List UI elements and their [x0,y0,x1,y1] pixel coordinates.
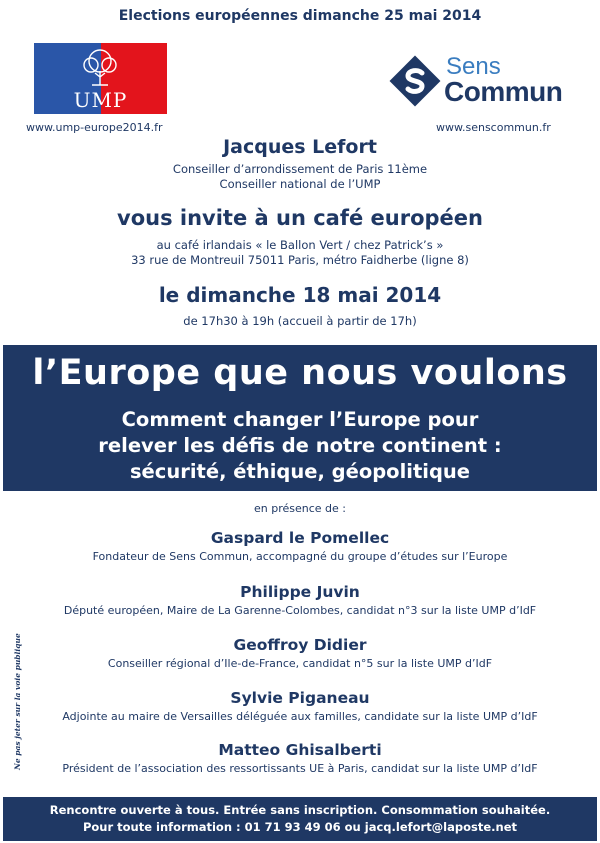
banner-title: l’Europe que nous voulons [32,353,568,393]
event-date: le dimanche 18 mai 2014 [158,283,442,307]
banner-subtitle [3,407,597,485]
sens-commun-word-commun: Commun [444,76,563,107]
speaker-description: Conseiller régional d’Ile-de-France, candidat n°5 sur la liste UMP d’IdF [107,657,493,670]
footer-line-1: Rencontre ouverte à tous. Entrée sans inscription. Consommation souhaitée. [49,803,551,817]
speaker-name: Geoffroy Didier [233,636,367,654]
election-title: Elections européennes dimanche 25 mai 2014 [118,8,482,24]
speaker-name: Matteo Ghisalberti [218,741,382,759]
speaker-name: Philippe Juvin [240,583,360,601]
speaker-name: Sylvie Piganeau [230,689,370,707]
ump-logo-text: UMP [73,88,128,112]
speaker-description: Député européen, Maire de La Garenne-Colombes, candidat n°3 sur la liste UMP d’IdF [63,604,537,617]
footer-banner [3,797,597,841]
speaker-description: Président de l’association des ressortissants UE à Paris, candidat sur la liste UMP d’IdF [62,762,538,775]
host-role-1: Conseiller d’arrondissement de Paris 11ème [172,162,428,176]
venue-line-2: 33 rue de Montreuil 75011 Paris, métro Faidherbe (ligne 8) [131,253,469,267]
theme-banner [3,345,597,491]
host-role-2: Conseiller national de l’UMP [219,177,381,191]
banner-subtitle-line-1: Comment changer l’Europe pour [121,408,479,431]
sens-commun-word-sens: Sens [446,53,501,80]
sens-commun-mark-icon [388,54,442,108]
banner-subtitle-line-3: sécurité, éthique, géopolitique [129,460,471,483]
ump-logo [34,43,167,114]
speaker-description: Adjointe au maire de Versailles déléguée aux familles, candidate sur la liste UMP d’IdF [62,710,538,723]
speaker-name: Gaspard le Pomellec [210,529,390,547]
speaker-description: Fondateur de Sens Commun, accompagné du groupe d’études sur l’Europe [92,550,508,563]
invitation-headline: vous invite à un café européen [117,206,483,230]
venue-line-1: au café irlandais « le Ballon Vert / chez Patrick’s » [156,238,444,252]
ump-url-link[interactable]: www.ump-europe2014.fr [26,121,163,134]
tree-icon [74,47,126,89]
host-name: Jacques Lefort [223,136,377,158]
presence-label: en présence de : [253,502,346,515]
sens-commun-logo [388,52,588,112]
footer-contact-line: Pour toute information : 01 71 93 49 06 ou jacq.lefort@laposte.net [82,820,518,834]
event-time: de 17h30 à 19h (accueil à partir de 17h) [183,314,417,328]
side-disposal-note: Ne pas jeter sur la voie publique [13,633,22,770]
sens-commun-url-link[interactable]: www.senscommun.fr [436,121,551,134]
banner-subtitle-line-2: relever les défis de notre continent : [98,434,502,457]
